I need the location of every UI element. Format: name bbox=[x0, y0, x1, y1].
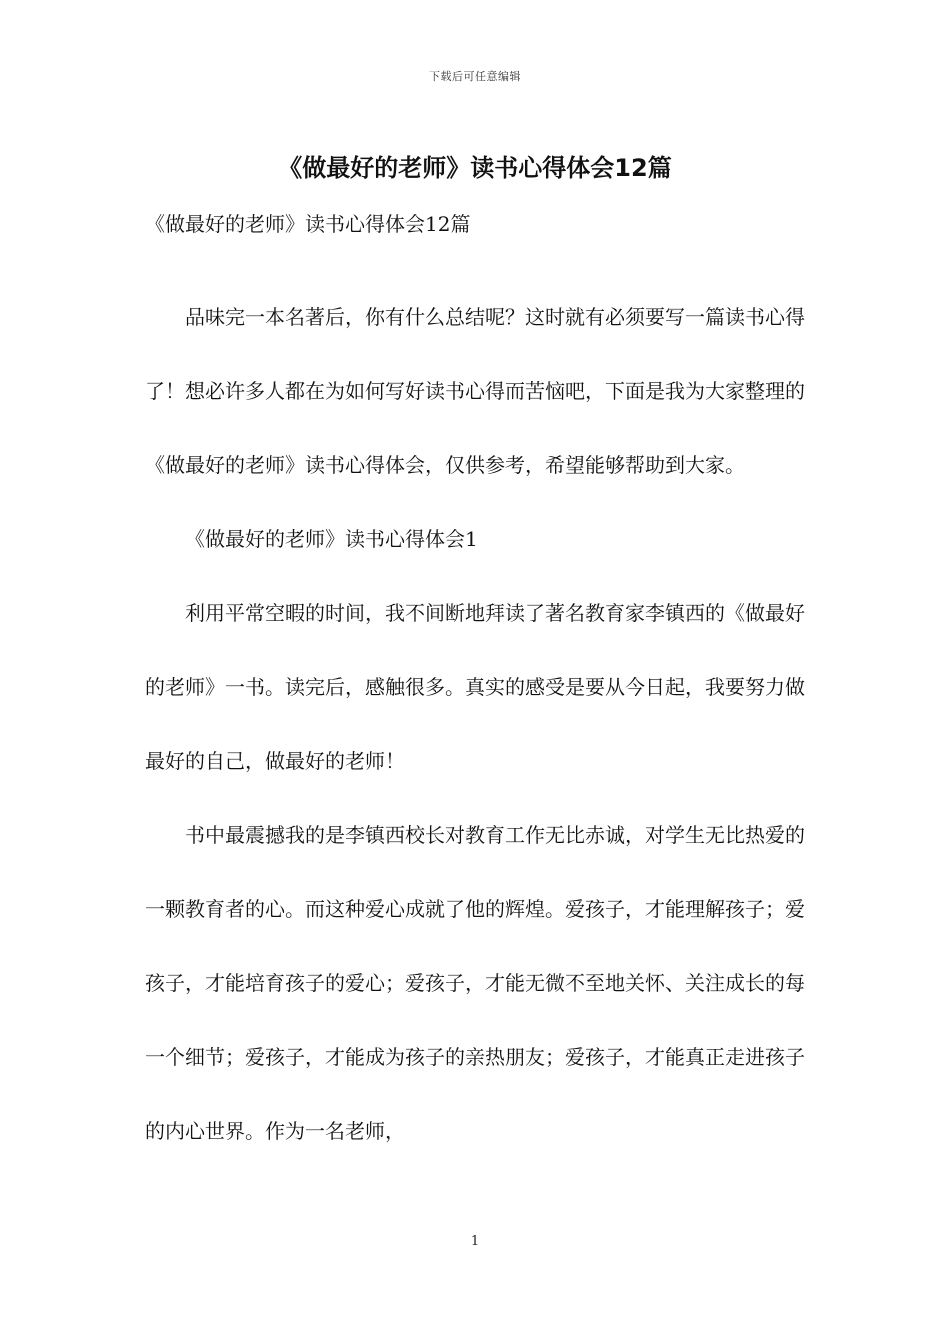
intro-paragraph: 品味完一本名著后，你有什么总结呢？这时就有必须要写一篇读书心得了！想必许多人都在为如何写好读书心得而苦恼吧，下面是我为大家整理的《做最好的老师》读书心得体会，仅供参考，希望能够帮助到大家。 bbox=[145, 305, 805, 477]
page-number: 1 bbox=[470, 1234, 480, 1249]
document-title: 《做最好的老师》读书心得体会12篇 bbox=[278, 154, 672, 182]
document-body bbox=[145, 280, 805, 1168]
body-paragraph: 利用平常空暇的时间，我不间断地拜读了著名教育家李镇西的《做最好的老师》一书。读完后，感触很多。真实的感受是要从今日起，我要努力做最好的自己，做最好的老师！ bbox=[145, 601, 805, 773]
section-heading: 《做最好的老师》读书心得体会1 bbox=[185, 527, 478, 551]
header-note: 下载后可任意编辑 bbox=[429, 70, 521, 83]
body-paragraph: 书中最震撼我的是李镇西校长对教育工作无比赤诚，对学生无比热爱的一颗教育者的心。而这种爱心成就了他的辉煌。爱孩子，才能理解孩子；爱孩子，才能培育孩子的爱心；爱孩子，才能无微不至地关怀、关注成长的每一个细节；爱孩子，才能成为孩子的亲热朋友；爱孩子，才能真正走进孩子的内心世界。作为一名老师， bbox=[145, 823, 805, 1143]
document-subtitle: 《做最好的老师》读书心得体会12篇 bbox=[145, 212, 471, 236]
